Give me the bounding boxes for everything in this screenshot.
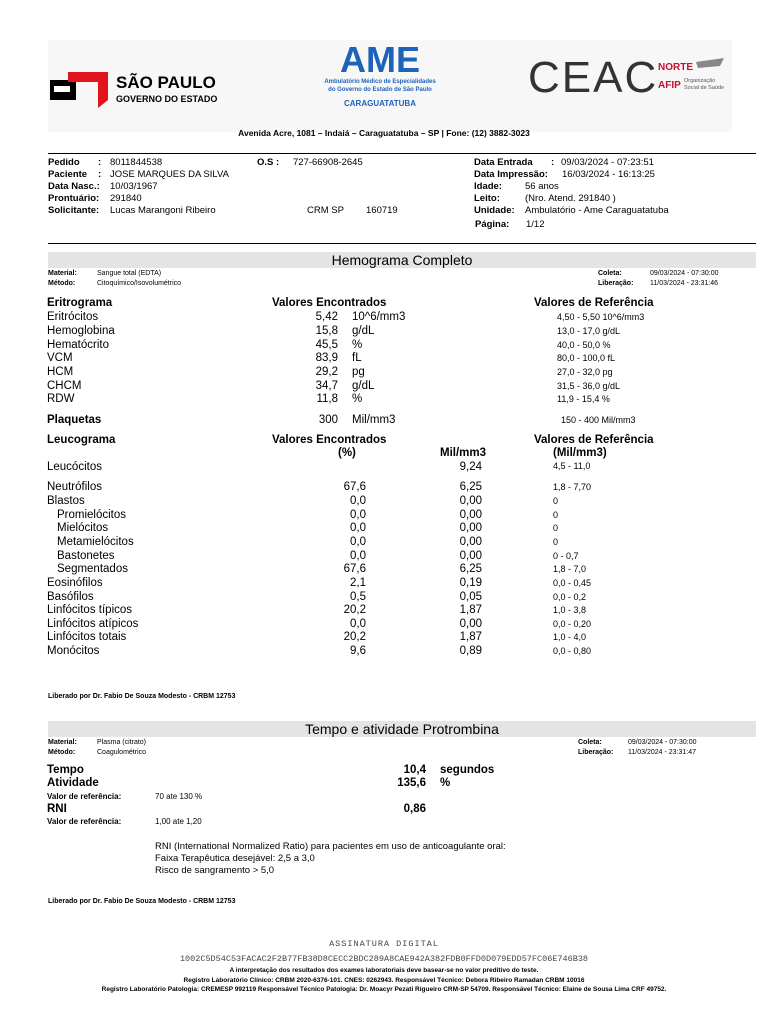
leuco-pct: 0,0 xyxy=(350,618,366,630)
entrada-value: 09/03/2024 - 07:23:51 xyxy=(561,157,654,168)
leuco-name: Metamielócitos xyxy=(57,536,134,548)
footer-line1: A interpretação dos resultados dos exames laboratoriais deve basear-se no valor preditivo do teste. xyxy=(229,967,539,974)
divider xyxy=(48,243,756,244)
leucocitos-label: Leucócitos xyxy=(47,461,102,473)
plaquetas-ref: 150 - 400 Mil/mm3 xyxy=(561,415,636,425)
eritro-value: 83,9 xyxy=(315,352,338,364)
signature-hash: 1002C5D54C53FACAC2F2B77FB38D8CECC2BDC289A8CAE942A382FDB0FFD0D079EDD57FC06E746B38 xyxy=(179,954,589,964)
eritro-ref: 80,0 - 100,0 fL xyxy=(557,353,616,363)
metodo-label: Método: xyxy=(48,749,76,756)
leuco-abs: 0,19 xyxy=(459,577,482,589)
nasc-label: Data Nasc.: xyxy=(48,181,100,192)
unidade-label: Unidade: xyxy=(474,205,515,216)
colon: : xyxy=(551,157,555,168)
leuco-ref: 1,8 - 7,70 xyxy=(553,482,592,492)
leuco-ref: 0 xyxy=(553,537,559,547)
pedido-value: 8011844538 xyxy=(110,157,163,168)
impressao-value: 16/03/2024 - 16:13:25 xyxy=(562,169,655,180)
leuco-name: Blastos xyxy=(47,495,85,507)
os-label: O.S : xyxy=(257,157,280,168)
ame-sub2: do Governo do Estado de São Paulo xyxy=(328,87,432,93)
signature-label: ASSINATURA DIGITAL xyxy=(329,939,439,949)
ref-value: 1,00 ate 1,20 xyxy=(155,817,202,826)
footer-line3: Registro Laboratório Patologia: CREMESP 992119 Responsável Técnico Patologia: Dr. Moacyr Pezati Rigueiro CRM-SP 54709. Responsável Técnico: Elaine de Sousa Lima CRF 49752. xyxy=(101,986,667,993)
leuco-ref: 0,0 - 0,2 xyxy=(553,592,587,602)
metodo-value: Coagulométrico xyxy=(97,749,147,756)
plaquetas-value: 300 xyxy=(318,414,338,426)
metodo-label: Método: xyxy=(48,280,76,287)
divider xyxy=(48,153,756,154)
coleta-label: Coleta: xyxy=(598,270,622,277)
leuco-pct: 0,0 xyxy=(350,550,366,562)
leucocitos-value: 9,24 xyxy=(459,461,482,473)
coleta-label: Coleta: xyxy=(578,739,602,746)
paciente-label: Paciente xyxy=(48,169,88,180)
leuco-ref: 1,0 - 4,0 xyxy=(553,632,587,642)
leuco-name: Segmentados xyxy=(57,563,128,575)
ceac-org2: Social de Saúde xyxy=(684,85,725,91)
pedido-label: Pedido xyxy=(48,157,80,168)
leuco-ref: 0 - 0,7 xyxy=(553,551,579,561)
leuco-pct: 0,0 xyxy=(350,495,366,507)
leuco-name: Linfócitos típicos xyxy=(47,604,133,616)
eritro-name: VCM xyxy=(47,352,73,364)
material-label: Material: xyxy=(48,739,77,746)
leuco-ref: 1,0 - 3,8 xyxy=(553,605,587,615)
metodo-value: Citoquímico/Isovolumétrico xyxy=(97,280,182,287)
leuco-abs: 6,25 xyxy=(459,481,482,493)
eritro-ref: 13,0 - 17,0 g/dL xyxy=(557,326,621,336)
rni-note: RNI (International Normalized Ratio) para pacientes em uso de anticoagulante oral: xyxy=(155,841,506,852)
leucocitos-ref: 4,5 - 11,0 xyxy=(553,461,591,471)
pct-header: (%) xyxy=(338,447,356,459)
referencia-header: Valores de Referência xyxy=(534,434,654,446)
eritro-name: CHCM xyxy=(47,380,82,392)
idade-value: 56 anos xyxy=(525,181,559,192)
liberacao-label: Liberação: xyxy=(578,749,614,756)
ceac-org1: Organização xyxy=(684,78,716,84)
leuco-abs: 0,00 xyxy=(459,509,482,521)
eritro-value: 45,5 xyxy=(315,339,338,351)
leuco-name: Bastonetes xyxy=(57,550,115,562)
plaquetas-label: Plaquetas xyxy=(47,414,102,426)
leuco-name: Linfócitos totais xyxy=(47,631,127,643)
os-value: 727-66908-2645 xyxy=(293,157,363,168)
eritro-ref: 31,5 - 36,0 g/dL xyxy=(557,381,621,391)
colon: : xyxy=(98,157,102,168)
leuco-pct: 2,1 xyxy=(350,577,366,589)
leuco-name: Neutrófilos xyxy=(47,481,102,493)
material-label: Material: xyxy=(48,270,77,277)
sp-logo-line1: SÃO PAULO xyxy=(116,73,216,92)
leuco-abs: 0,89 xyxy=(459,645,482,657)
leuco-abs: 0,00 xyxy=(459,522,482,534)
eritrograma-header: Eritrograma xyxy=(47,297,113,309)
leuco-name: Mielócitos xyxy=(57,522,109,534)
leucograma-header: Leucograma xyxy=(47,434,116,446)
eritro-ref: 11,9 - 15,4 % xyxy=(557,394,610,404)
leuco-abs: 0,00 xyxy=(459,495,482,507)
eritro-unit: fL xyxy=(352,352,362,364)
leuco-abs: 1,87 xyxy=(459,604,482,616)
liberacao-label: Liberação: xyxy=(598,280,634,287)
material-value: Plasma (citrato) xyxy=(97,739,147,746)
leuco-abs: 0,00 xyxy=(459,550,482,562)
liberacao-value: 11/03/2024 - 23:31:47 xyxy=(628,749,696,756)
leuco-abs: 0,05 xyxy=(459,591,482,603)
atividade-value: 135,6 xyxy=(397,777,426,789)
prontuario-label: Prontuário: xyxy=(48,193,100,204)
eritro-ref: 4,50 - 5,50 10^6/mm3 xyxy=(557,312,645,322)
pagina-label: Página: xyxy=(475,219,510,230)
sp-logo-line2: GOVERNO DO ESTADO xyxy=(116,94,218,104)
liberado-by: Liberado por Dr. Fabio De Souza Modesto - CRBM 12753 xyxy=(48,693,236,700)
material-value: Sangue total (EDTA) xyxy=(97,270,162,277)
footer-line2: Registro Laboratório Clínico: CRBM 2020-6376-101. CNES: 0262943. Responsável Técnico: Debora Ribeiro Ramadan CRBM 10016 xyxy=(183,977,585,984)
leuco-abs: 1,87 xyxy=(459,631,482,643)
leuco-name: Promielócitos xyxy=(57,509,127,521)
solicitante-value: Lucas Marangoni Ribeiro xyxy=(110,205,216,216)
leuco-name: Linfócitos atípicos xyxy=(47,618,139,630)
eritro-name: Hematócrito xyxy=(47,339,109,351)
leuco-ref: 1,8 - 7,0 xyxy=(553,564,587,574)
eritro-unit: 10^6/mm3 xyxy=(352,311,406,323)
colon: : xyxy=(98,169,102,180)
leuco-pct: 20,2 xyxy=(343,631,366,643)
protrombina-title: Tempo e atividade Protrombina xyxy=(48,721,756,737)
tempo-value: 10,4 xyxy=(403,764,426,776)
nasc-value: 10/03/1967 xyxy=(110,181,158,192)
leuco-abs: 6,25 xyxy=(459,563,482,575)
plaquetas-unit: Mil/mm3 xyxy=(352,414,396,426)
ame-sub1: Ambulatório Médico de Especialidades xyxy=(324,79,436,85)
eritro-name: RDW xyxy=(47,393,75,405)
eritro-value: 15,8 xyxy=(315,325,338,337)
eritro-unit: pg xyxy=(352,366,365,378)
leito-value: (Nro. Atend. 291840 ) xyxy=(525,193,616,204)
leuco-pct: 0,0 xyxy=(350,522,366,534)
eritro-name: HCM xyxy=(47,366,74,378)
coleta-value: 09/03/2024 - 07:30:00 xyxy=(650,270,719,277)
eritro-ref: 27,0 - 32,0 pg xyxy=(557,367,613,377)
address: Avenida Acre, 1081 – Indaiá – Caraguatatuba – SP | Fone: (12) 3882-3023 xyxy=(238,128,530,138)
eritro-unit: % xyxy=(352,339,363,351)
leuco-ref: 0,0 - 0,20 xyxy=(553,619,592,629)
prontuario-value: 291840 xyxy=(110,193,142,204)
entrada-label: Data Entrada xyxy=(474,157,533,168)
leuco-ref: 0 xyxy=(553,523,559,533)
ceac-title: CEAC xyxy=(528,53,659,102)
eritro-value: 29,2 xyxy=(315,366,338,378)
leuco-abs: 0,00 xyxy=(459,536,482,548)
crm-value: 160719 xyxy=(366,205,398,216)
hemograma-title: Hemograma Completo xyxy=(48,252,756,268)
liberacao-value: 11/03/2024 - 23:31:46 xyxy=(650,280,718,287)
eritro-value: 11,8 xyxy=(316,393,338,405)
rni-value: 0,86 xyxy=(403,803,426,815)
ref-label: Valor de referência: xyxy=(47,792,122,801)
ref-value: 70 ate 130 % xyxy=(155,792,203,801)
leuco-pct: 0,5 xyxy=(350,591,366,603)
leuco-abs: 0,00 xyxy=(459,618,482,630)
eritro-value: 5,42 xyxy=(315,311,338,323)
leuco-ref: 0,0 - 0,45 xyxy=(553,578,592,588)
atividade-label: Atividade xyxy=(47,777,99,789)
crm-label: CRM SP xyxy=(307,205,344,216)
rni-note: Faixa Terapêutica desejável: 2,5 a 3,0 xyxy=(155,853,315,864)
ceac-logo xyxy=(528,52,728,102)
leuco-pct: 0,0 xyxy=(350,509,366,521)
paciente-value: JOSE MARQUES DA SILVA xyxy=(110,169,229,180)
rni-note: Risco de sangramento > 5,0 xyxy=(155,865,275,876)
ame-title: AME xyxy=(340,42,420,80)
impressao-label: Data Impressão: xyxy=(474,169,548,180)
valores-header: Valores Encontrados xyxy=(272,297,387,309)
ref-milmm3-header: (Mil/mm3) xyxy=(553,447,607,459)
eritro-unit: g/dL xyxy=(352,380,375,392)
leito-label: Leito: xyxy=(474,193,500,204)
unidade-value: Ambulatório - Ame Caraguatatuba xyxy=(525,205,669,216)
liberado-by: Liberado por Dr. Fabio De Souza Modesto - CRBM 12753 xyxy=(48,898,236,905)
sao-paulo-logo xyxy=(50,72,230,108)
pagina-value: 1/12 xyxy=(526,219,545,230)
ame-logo xyxy=(300,42,460,112)
leuco-ref: 0 xyxy=(553,510,559,520)
leuco-ref: 0 xyxy=(553,496,559,506)
leuco-ref: 0,0 - 0,80 xyxy=(553,646,592,656)
eritro-unit: % xyxy=(352,393,363,405)
leuco-name: Eosinófilos xyxy=(47,577,103,589)
leuco-pct: 0,0 xyxy=(350,536,366,548)
idade-label: Idade: xyxy=(474,181,502,192)
solicitante-label: Solicitante: xyxy=(48,205,100,216)
tempo-unit: segundos xyxy=(440,764,495,776)
ref-label: Valor de referência: xyxy=(47,817,122,826)
coleta-value: 09/03/2024 - 07:30:00 xyxy=(628,739,697,746)
leuco-pct: 67,6 xyxy=(343,481,366,493)
atividade-unit: % xyxy=(440,777,451,789)
eritro-name: Hemoglobina xyxy=(47,325,115,337)
flag-icon xyxy=(696,58,724,68)
leuco-name: Monócitos xyxy=(47,645,100,657)
ame-city: CARAGUATATUBA xyxy=(344,99,416,108)
leuco-pct: 67,6 xyxy=(343,563,366,575)
milmm3-header: Mil/mm3 xyxy=(440,447,487,459)
referencia-header: Valores de Referência xyxy=(534,297,654,309)
eritro-ref: 40,0 - 50,0 % xyxy=(557,340,611,350)
ceac-afip: AFIP xyxy=(658,80,681,91)
eritro-unit: g/dL xyxy=(352,325,375,337)
leuco-name: Basófilos xyxy=(47,591,94,603)
valores-header: Valores Encontrados xyxy=(272,434,387,446)
leuco-pct: 9,6 xyxy=(350,645,366,657)
rni-label: RNI xyxy=(47,803,67,815)
leuco-pct: 20,2 xyxy=(343,604,366,616)
eritro-name: Eritrócitos xyxy=(47,311,99,323)
ceac-norte: NORTE xyxy=(658,62,693,73)
tempo-label: Tempo xyxy=(47,764,84,776)
eritro-value: 34,7 xyxy=(315,380,338,392)
